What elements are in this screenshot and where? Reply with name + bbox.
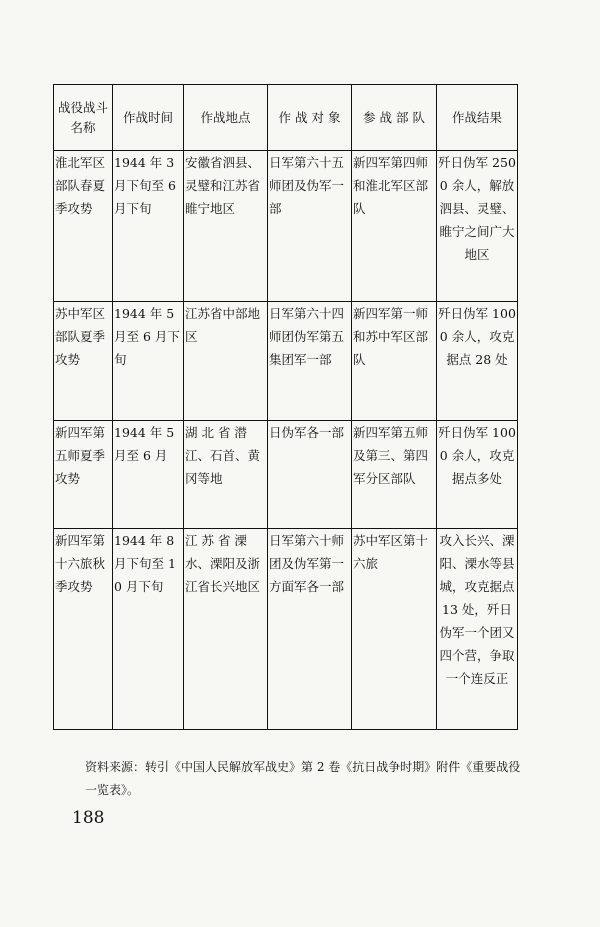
cell-forces: 新四军第五师及第三、第四军分区部队	[352, 421, 437, 529]
cell-place: 江苏省中部地区	[184, 302, 268, 421]
cell-time: 1944 年 5 月至 6 月	[113, 421, 184, 529]
table-row	[54, 151, 518, 302]
cell-forces: 苏中军区第十六旅	[352, 529, 437, 730]
cell-campaign-name: 新四军第十六旅秋季攻势	[54, 529, 113, 730]
cell-result: 歼日伪军 1000 余人，攻克据点多处	[437, 421, 518, 529]
table-row	[54, 529, 518, 730]
page-number: 188	[72, 808, 105, 828]
cell-target: 日伪军各一部	[268, 421, 352, 529]
campaign-table	[53, 84, 518, 730]
cell-result: 攻入长兴、溧阳、溧水等县城，攻克据点 13 处，歼日伪军一个团又四个营，争取一个连反正	[437, 529, 518, 730]
cell-campaign-name: 苏中军区部队夏季攻势	[54, 302, 113, 421]
table-header-row	[54, 85, 518, 151]
cell-target: 日军第六十师团及伪军第一方面军各一部	[268, 529, 352, 730]
header-place: 作战地点	[184, 85, 268, 151]
cell-time: 1944 年 8 月下旬至 10 月下旬	[113, 529, 184, 730]
cell-place: 湖 北 省 潜江、石首、黄冈等地	[184, 421, 268, 529]
source-note: 资料来源：转引《中国人民解放军战史》第 2 卷《抗日战争时期》附件《重要战役一览表》。	[85, 760, 521, 797]
header-target: 作 战 对 象	[268, 85, 352, 151]
cell-time: 1944 年 5 月至 6 月下旬	[113, 302, 184, 421]
cell-result: 歼日伪军 2500 余人，解放泗县、灵璧、睢宁之间广大地区	[437, 151, 518, 302]
header-result: 作战结果	[437, 85, 518, 151]
cell-target: 日军第六十五师团及伪军一部	[268, 151, 352, 302]
table-row	[54, 421, 518, 529]
cell-forces: 新四军第四师和淮北军区部队	[352, 151, 437, 302]
header-forces: 参 战 部 队	[352, 85, 437, 151]
cell-target: 日军第六十四师团伪军第五集团军一部	[268, 302, 352, 421]
cell-time: 1944 年 3 月下旬至 6 月下旬	[113, 151, 184, 302]
cell-forces: 新四军第一师和苏中军区部队	[352, 302, 437, 421]
cell-result: 歼日伪军 1000 余人，攻克据点 28 处	[437, 302, 518, 421]
cell-campaign-name: 淮北军区部队春夏季攻势	[54, 151, 113, 302]
cell-place: 安徽省泗县、灵璧和江苏省睢宁地区	[184, 151, 268, 302]
header-time: 作战时间	[113, 85, 184, 151]
header-campaign-name: 战役战斗名称	[54, 85, 113, 151]
cell-place: 江 苏 省 溧水、溧阳及浙江省长兴地区	[184, 529, 268, 730]
cell-campaign-name: 新四军第五师夏季攻势	[54, 421, 113, 529]
table-row	[54, 302, 518, 421]
